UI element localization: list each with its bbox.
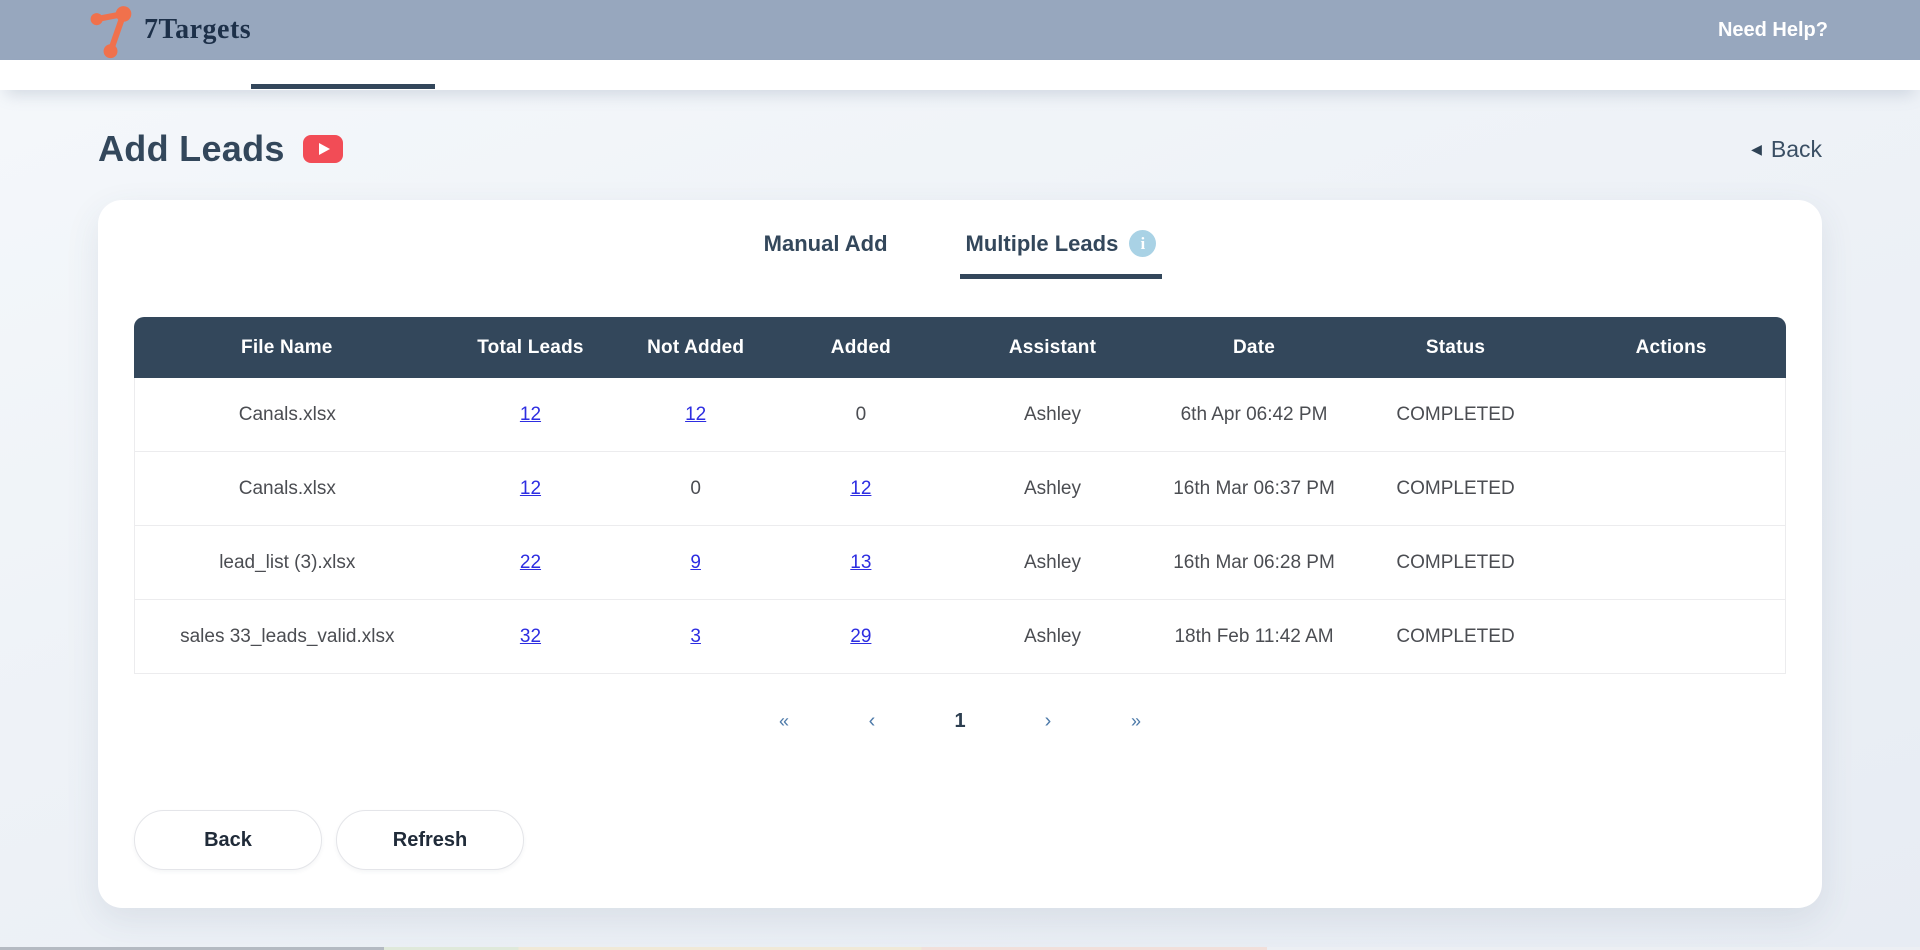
- page-title: Add Leads: [98, 128, 285, 169]
- tab-bar: [134, 230, 1786, 279]
- page-head: [98, 128, 1822, 170]
- col-actions: Actions: [1556, 317, 1786, 378]
- logo[interactable]: [88, 0, 251, 60]
- pagination-first-button[interactable]: «: [778, 711, 789, 731]
- pagination-next-button[interactable]: ›: [1044, 710, 1052, 732]
- cell-added: [770, 378, 952, 452]
- pagination-current-page[interactable]: 1: [954, 710, 966, 732]
- pagination-prev-button[interactable]: ‹: [868, 710, 876, 732]
- col-added: Added: [770, 317, 952, 378]
- col-total-leads: Total Leads: [440, 317, 622, 378]
- cell-total-leads: [440, 600, 622, 674]
- cell-assistant: Ashley: [952, 526, 1154, 600]
- leads-upload-table: [134, 317, 1786, 674]
- cell-not-added: [621, 378, 770, 452]
- add-leads-card: [98, 200, 1822, 908]
- lead-count-link[interactable]: 12: [519, 477, 542, 499]
- subnav-strip: [0, 60, 1920, 90]
- card-actions: [134, 810, 1786, 870]
- app-header: [0, 0, 1920, 60]
- cell-assistant: Ashley: [952, 600, 1154, 674]
- need-help-link[interactable]: Need Help?: [1717, 18, 1828, 41]
- cell-file-name: Canals.xlsx: [134, 378, 440, 452]
- youtube-video-icon[interactable]: [303, 135, 343, 163]
- cell-file-name: sales 33_leads_valid.xlsx: [134, 600, 440, 674]
- pagination: [134, 702, 1786, 740]
- cell-actions: [1556, 526, 1786, 600]
- lead-count-link[interactable]: 3: [690, 625, 701, 647]
- back-arrow-icon: ◀: [1751, 140, 1762, 157]
- lead-count-link[interactable]: 29: [850, 625, 872, 647]
- lead-count-link[interactable]: 32: [519, 625, 542, 647]
- lead-count-link[interactable]: 9: [690, 551, 701, 573]
- info-icon[interactable]: i: [1129, 230, 1156, 257]
- cell-total-leads: [440, 526, 622, 600]
- cell-file-name: Canals.xlsx: [134, 452, 440, 526]
- col-not-added: Not Added: [621, 317, 770, 378]
- col-file-name: File Name: [134, 317, 440, 378]
- cell-status: COMPLETED: [1355, 378, 1557, 452]
- cell-added: [770, 526, 952, 600]
- col-date: Date: [1153, 317, 1355, 378]
- cell-date: 16th Mar 06:37 PM: [1153, 452, 1355, 526]
- cell-not-added: [621, 600, 770, 674]
- cell-status: COMPLETED: [1355, 526, 1557, 600]
- col-assistant: Assistant: [952, 317, 1154, 378]
- lead-count-link[interactable]: 12: [519, 403, 542, 425]
- cell-not-added: [621, 452, 770, 526]
- table-header-row: [134, 317, 1786, 378]
- lead-count-text: 0: [855, 403, 867, 425]
- top-back-label: Back: [1770, 135, 1822, 162]
- table-row: [134, 378, 1786, 452]
- pagination-last-button[interactable]: »: [1130, 711, 1141, 731]
- cell-status: COMPLETED: [1355, 452, 1557, 526]
- cell-actions: [1556, 452, 1786, 526]
- tab-multiple-leads[interactable]: Multiple Leads i: [960, 230, 1163, 279]
- table-row: [134, 452, 1786, 526]
- top-back-link[interactable]: [1751, 136, 1822, 163]
- cell-date: 6th Apr 06:42 PM: [1153, 378, 1355, 452]
- cell-date: 18th Feb 11:42 AM: [1153, 600, 1355, 674]
- lead-count-link[interactable]: 22: [519, 551, 542, 573]
- lead-count-link[interactable]: 12: [850, 477, 872, 499]
- tab-manual-add[interactable]: Manual Add: [763, 230, 888, 256]
- cell-assistant: Ashley: [952, 452, 1154, 526]
- cell-actions: [1556, 600, 1786, 674]
- table-row: [134, 526, 1786, 600]
- cell-assistant: Ashley: [952, 378, 1154, 452]
- cell-not-added: [621, 526, 770, 600]
- cell-actions: [1556, 378, 1786, 452]
- logo-text: 7Targets: [144, 14, 252, 45]
- cell-file-name: lead_list (3).xlsx: [134, 526, 440, 600]
- lead-count-link[interactable]: 13: [850, 551, 872, 573]
- cell-added: [770, 452, 952, 526]
- back-button[interactable]: Back: [134, 810, 322, 870]
- cell-added: [770, 600, 952, 674]
- cell-total-leads: [440, 452, 622, 526]
- cell-date: 16th Mar 06:28 PM: [1153, 526, 1355, 600]
- lead-count-link[interactable]: 12: [685, 403, 707, 425]
- lead-count-text: 0: [690, 477, 701, 499]
- table-row: [134, 600, 1786, 674]
- cell-status: COMPLETED: [1355, 600, 1557, 674]
- logo-7-icon: [88, 0, 140, 60]
- refresh-button[interactable]: Refresh: [336, 810, 524, 870]
- col-status: Status: [1355, 317, 1557, 378]
- cell-total-leads: [440, 378, 622, 452]
- table-body: [134, 378, 1786, 674]
- active-nav-indicator: [251, 84, 435, 89]
